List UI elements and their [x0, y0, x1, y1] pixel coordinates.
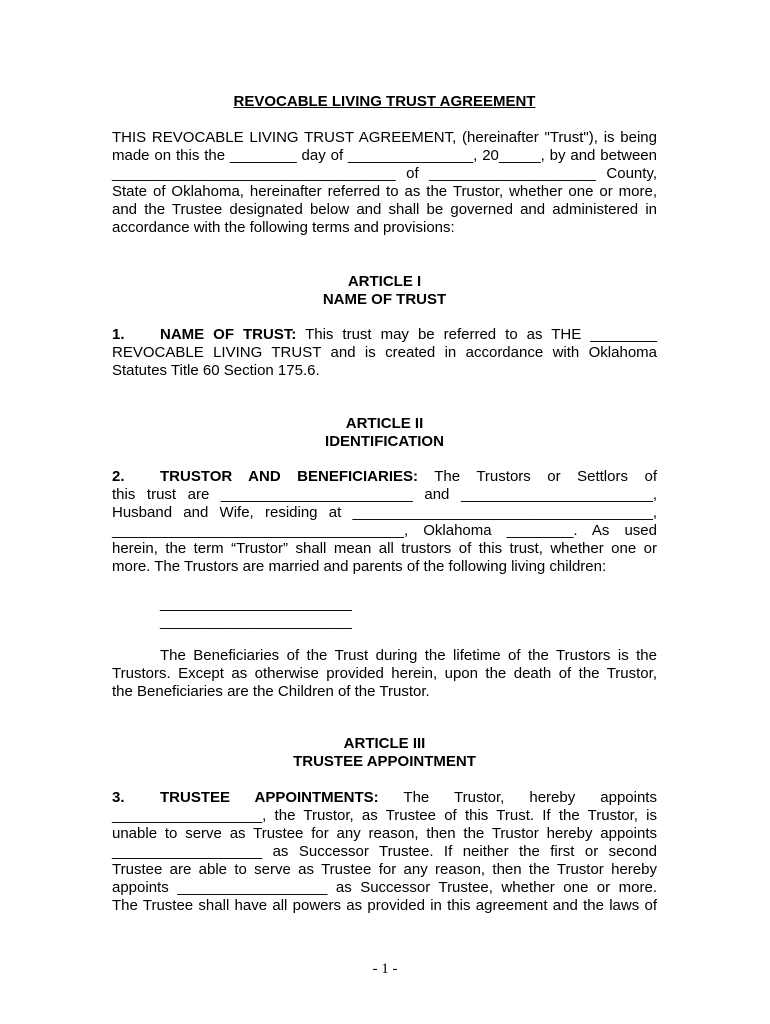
section-text: This trust may be referred to as THE ________	[305, 326, 657, 343]
section-label: TRUSTOR AND BENEFICIARIES:	[160, 468, 419, 485]
document-title	[112, 93, 657, 111]
section-number: 3.	[112, 789, 125, 806]
article-3-heading	[112, 735, 657, 771]
intro-line: State of Oklahoma, hereinafter referred to as the Trustor, whether one or more,	[112, 183, 657, 200]
article-1-heading	[112, 273, 657, 309]
section-label: NAME OF TRUST:	[160, 326, 297, 343]
paragraph-line: the Beneficiaries are the Children of the Trustor.	[112, 683, 430, 700]
paragraph-line: The Beneficiaries of the Trust during the lifetime of the Trustors is the	[160, 647, 657, 664]
intro-line: made on this the ________ day of _______________, 20_____, by and between	[112, 147, 657, 164]
section-line: REVOCABLE LIVING TRUST and is created in accordance with Oklahoma	[112, 344, 657, 361]
section-3	[112, 789, 657, 915]
section-line: this trust are _______________________ and _______________________,	[112, 486, 657, 503]
section-line: Trustee are able to serve as Trustee for any reason, then the Trustor hereby	[112, 861, 657, 878]
section-number: 2.	[112, 468, 125, 485]
paragraph-line: Trustors. Except as otherwise provided herein, upon the death of the Trustor,	[112, 665, 657, 682]
section-line: __________________ as Successor Trustee. If neither the first or second	[112, 843, 657, 860]
intro-line: __________________________________ of ____________________ County,	[112, 165, 657, 182]
beneficiaries-paragraph	[112, 647, 657, 701]
article-2-heading	[112, 415, 657, 451]
section-number: 1.	[112, 326, 125, 343]
section-line: ___________________________________, Oklahoma ________. As used	[112, 522, 657, 539]
article-subheading: IDENTIFICATION	[325, 433, 444, 450]
title-text: REVOCABLE LIVING TRUST AGREEMENT	[233, 93, 536, 110]
section-line: __________________, the Trustor, as Trustee of this Trust. If the Trustor, is	[112, 807, 657, 824]
section-label: TRUSTEE APPOINTMENTS:	[160, 789, 379, 806]
section-text: The Trustor, hereby appoints	[403, 789, 657, 806]
section-line: Statutes Title 60 Section 175.6.	[112, 362, 320, 379]
section-text: The Trustors or Settlors of	[434, 468, 657, 485]
intro-line: and the Trustee designated below and shall be governed and administered in	[112, 201, 657, 218]
intro-paragraph	[112, 129, 657, 237]
section-2	[112, 468, 657, 576]
section-line: herein, the term “Trustor” shall mean all trustors of this trust, whether one or	[112, 540, 657, 557]
section-line: appoints __________________ as Successor Trustee, whether one or more.	[112, 879, 657, 896]
section-line: unable to serve as Trustee for any reason, then the Trustor hereby appoints	[112, 825, 657, 842]
section-line: more. The Trustors are married and parents of the following living children:	[112, 558, 607, 575]
children-list	[112, 595, 657, 631]
section-line: Husband and Wife, residing at ____________________________________,	[112, 504, 657, 521]
article-heading: ARTICLE III	[343, 735, 426, 752]
child-name-blank[interactable]: _______________________	[160, 595, 352, 612]
page-number: - 1 -	[372, 961, 398, 977]
intro-line: THIS REVOCABLE LIVING TRUST AGREEMENT, (hereinafter "Trust"), is being	[112, 129, 657, 146]
intro-line: accordance with the following terms and provisions:	[112, 219, 455, 236]
article-subheading: NAME OF TRUST	[322, 291, 447, 308]
article-subheading: TRUSTEE APPOINTMENT	[293, 753, 476, 770]
section-line: The Trustee shall have all powers as provided in this agreement and the laws of	[112, 897, 657, 914]
section-1	[112, 326, 657, 380]
article-heading: ARTICLE II	[345, 415, 424, 432]
article-heading: ARTICLE I	[347, 273, 422, 290]
child-name-blank[interactable]: _______________________	[160, 613, 352, 630]
